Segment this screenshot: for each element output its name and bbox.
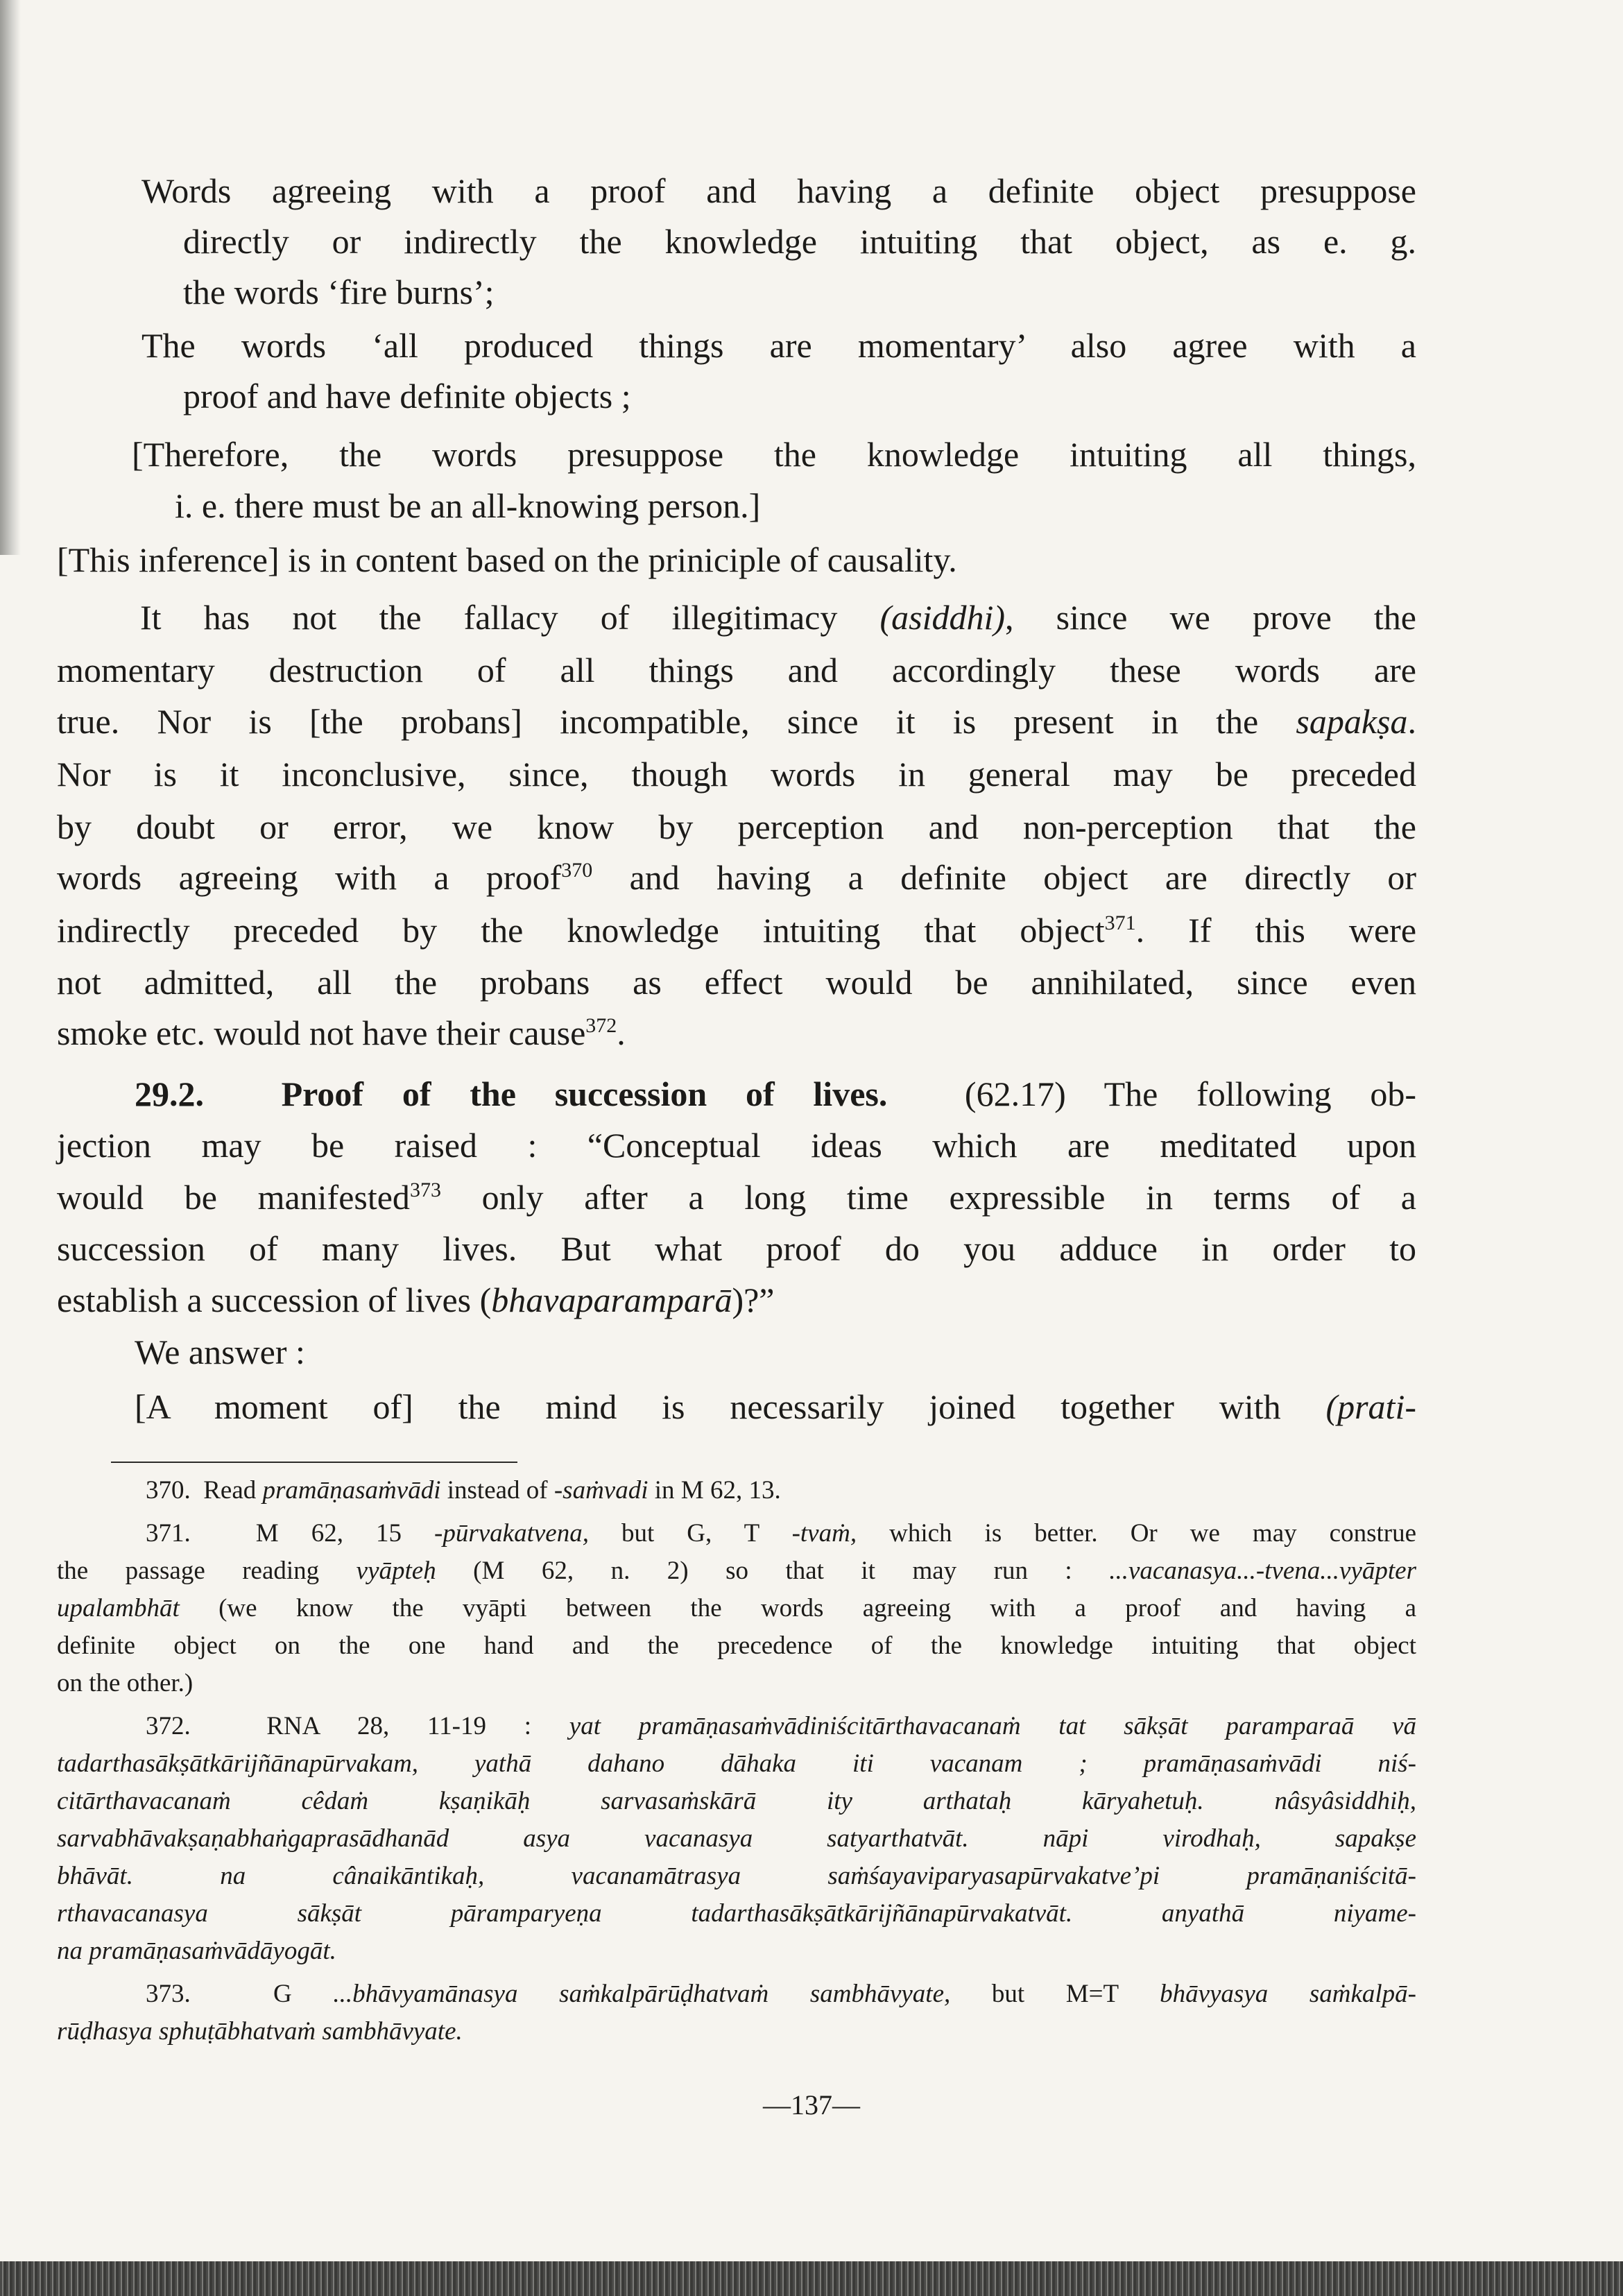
footnote-370: 370. Read pramāṇasaṁvādi instead of -saṁvadi in M 62, 13. <box>146 1476 781 1505</box>
paragraph-line: It has not the fallacy of illegitimacy (asiddhi), since we prove the <box>140 598 1416 637</box>
footnote-373-line: rūḍhasya sphuṭābhatvaṁ sambhāvyate. <box>57 2017 463 2046</box>
footnote-ref: 370 <box>561 859 593 882</box>
footnote-ref: 371 <box>1104 911 1136 934</box>
footnote-371-line: definite object on the one hand and the precedence of the knowledge intuiting that object <box>57 1631 1416 1660</box>
paragraph-line: jection may be raised : “Conceptual ideas which are meditated upon <box>57 1126 1416 1165</box>
paragraph-line: succession of many lives. But what proof do you adduce in order to <box>57 1229 1416 1268</box>
footnote-371: 371. M 62, 15 -pūrvakatvena, but G, T -tvaṁ, which is better. Or we may construe <box>146 1519 1416 1548</box>
paragraph-line: smoke etc. would not have their cause$^{372}$. <box>57 1013 626 1052</box>
scan-left-edge <box>0 0 21 555</box>
paragraph-line: indirectly preceded by the knowledge intuiting that object$^{371}$. If this were <box>57 911 1417 950</box>
footnote-371-line: upalambhāt (we know the vyāpti between the words agreeing with a proof and having a <box>57 1594 1416 1622</box>
footnote-372-line: na pramāṇasaṁvādāyogāt. <box>57 1937 336 1965</box>
footnote-rule <box>111 1462 517 1463</box>
paragraph-line: We answer : <box>135 1333 305 1371</box>
paragraph-line: would be manifested$^{373}$ only after a long time expressible in terms of a <box>57 1178 1416 1217</box>
footnote-371-line: the passage reading vyāpteḥ (M 62, n. 2) so that it may run : ...vacanasya...-tvena...vyāpter <box>57 1557 1416 1585</box>
footnote-372-line: citārthavacanaṁ cêdaṁ kṣaṇikāḥ sarvasaṁskārā ity arthataḥ kāryahetuḥ. nâsyâsiddhiḥ, <box>57 1787 1416 1815</box>
argument-line: the words ‘fire burns’; <box>183 273 495 311</box>
paragraph-line: true. Nor is [the probans] incompatible, since it is present in the sapakṣa. <box>57 702 1416 741</box>
footnote-ref: 373 <box>409 1179 441 1201</box>
footnote-ref: 372 <box>585 1014 617 1037</box>
footnote-371-line: on the other.) <box>57 1669 194 1697</box>
argument-line: proof and have definite objects ; <box>183 377 631 415</box>
paragraph-line: establish a succession of lives (bhavaparamparā)?” <box>57 1280 775 1319</box>
argument-line: The words ‘all produced things are momentary’ also agree with a <box>141 326 1416 365</box>
scan-bottom-edge <box>0 2261 1623 2296</box>
paragraph-line: Nor is it inconclusive, since, though words in general may be preceded <box>57 755 1416 794</box>
footnote-372-line: tadarthasākṣātkārijñānapūrvakam, yathā dahano dāhaka iti vacanam ; pramāṇasaṁvādi niś- <box>57 1749 1416 1778</box>
footnote-372: 372. RNA 28, 11-19 : yat pramāṇasaṁvādiniścitārthavacanaṁ tat sākṣāt paramparaā vā <box>146 1712 1417 1740</box>
footnote-373: 373. G ...bhāvyamānasya saṁkalpārūḍhatvaṁ sambhāvyate, but M=T bhāvyasya saṁkalpā- <box>146 1980 1416 2008</box>
page-number: —137— <box>763 2089 860 2121</box>
paragraph-line: momentary destruction of all things and accordingly these words are <box>57 651 1416 689</box>
argument-line: Words agreeing with a proof and having a definite object presuppose <box>141 171 1416 210</box>
section-heading-line: 29.2. Proof of the succession of lives. (62.17) The following ob- <box>135 1074 1417 1113</box>
footnote-372-line: bhāvāt. na cânaikāntikaḥ, vacanamātrasya saṁśayaviparyasapūrvakatve’pi pramāṇaniścitā- <box>57 1862 1416 1890</box>
argument-line: directly or indirectly the knowledge intuiting that object, as e. g. <box>183 222 1416 261</box>
argument-line: [This inference] is in content based on the priniciple of causality. <box>57 540 957 579</box>
paragraph-line: [A moment of] the mind is necessarily joined together with (prati- <box>135 1387 1416 1426</box>
footnote-372-line: rthavacanasya sākṣāt pāramparyeṇa tadarthasākṣātkārijñānapūrvakatvāt. anyathā niyame- <box>57 1899 1416 1928</box>
argument-line: [Therefore, the words presuppose the knowledge intuiting all things, <box>132 435 1416 474</box>
argument-line: i. e. there must be an all-knowing person.] <box>175 486 761 525</box>
paragraph-line: words agreeing with a proof$^{370}$ and having a definite object are directly or <box>57 858 1416 897</box>
section-title: Proof of the succession of lives. <box>281 1074 888 1113</box>
section-number: 29.2. <box>135 1074 204 1113</box>
footnote-372-line: sarvabhāvakṣaṇabhaṅgaprasādhanād asya vacanasya satyarthatvāt. nāpi virodhaḥ, sapakṣe <box>57 1824 1416 1853</box>
paragraph-line: by doubt or error, we know by perception and non-perception that the <box>57 807 1416 846</box>
paragraph-line: not admitted, all the probans as effect would be annihilated, since even <box>57 963 1416 1002</box>
